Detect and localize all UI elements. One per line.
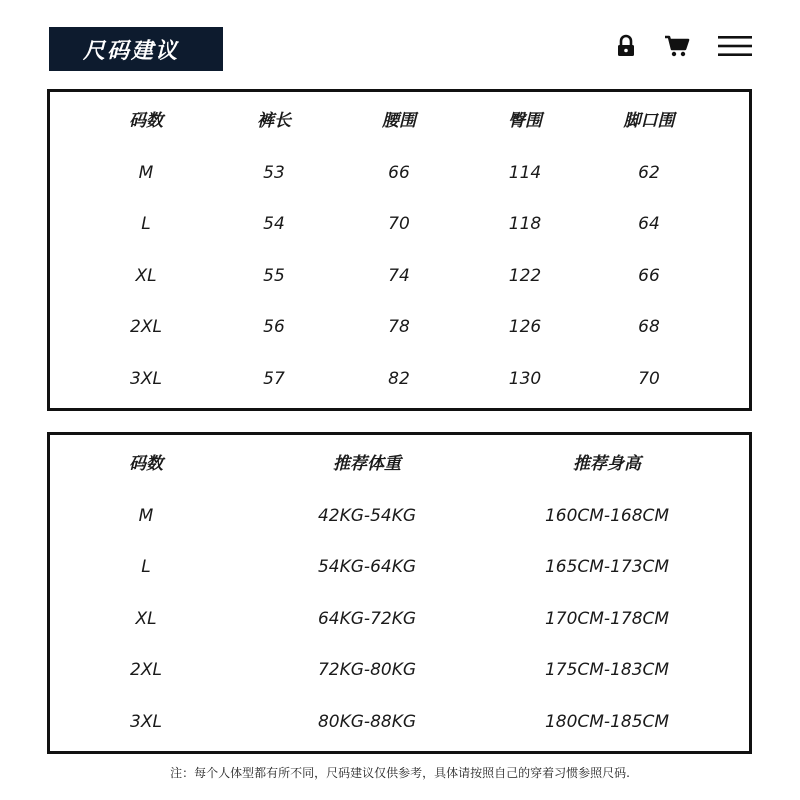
- header-weight: 推荐体重: [333, 454, 401, 474]
- cell-size: 3XL: [130, 712, 162, 732]
- header-size: 码数: [129, 111, 163, 131]
- header-size: 码数: [129, 454, 163, 474]
- table-row: [50, 655, 749, 685]
- recommendation-table: [47, 432, 752, 754]
- cell-height: 170CM-178CM: [544, 609, 670, 629]
- cell-size: 3XL: [130, 369, 162, 389]
- cell-weight: 64KG-72KG: [317, 609, 417, 629]
- cell-waist: 66: [388, 163, 410, 183]
- cell-size: XL: [135, 266, 157, 286]
- cell-size: M: [138, 163, 154, 183]
- cell-weight: 42KG-54KG: [317, 506, 417, 526]
- cell-waist: 82: [388, 369, 410, 389]
- cell-length: 55: [263, 266, 285, 286]
- header-hip: 臀围: [508, 111, 542, 131]
- cell-waist: 74: [388, 266, 410, 286]
- cell-length: 54: [263, 214, 285, 234]
- table-row: [50, 261, 749, 291]
- table-row: [50, 209, 749, 239]
- menu-icon[interactable]: [718, 34, 752, 58]
- cell-hip: 130: [508, 369, 542, 389]
- cell-weight: 80KG-88KG: [317, 712, 417, 732]
- cell-hip: 114: [508, 163, 542, 183]
- cell-size: L: [141, 557, 151, 577]
- header-waist: 腰围: [382, 111, 416, 131]
- cart-icon[interactable]: [664, 34, 690, 58]
- cell-height: 165CM-173CM: [544, 557, 670, 577]
- table-row: [50, 158, 749, 188]
- cell-size: L: [141, 214, 151, 234]
- cell-hip: 122: [508, 266, 542, 286]
- cell-size: 2XL: [130, 660, 162, 680]
- top-icons: [616, 34, 752, 58]
- cell-hem: 68: [638, 317, 660, 337]
- cell-length: 56: [263, 317, 285, 337]
- cell-weight: 72KG-80KG: [317, 660, 417, 680]
- cell-hip: 126: [508, 317, 542, 337]
- size-chart-table: [47, 89, 752, 411]
- page-title: 尺码建议: [49, 27, 223, 71]
- cell-height: 180CM-185CM: [544, 712, 670, 732]
- table-row: [50, 501, 749, 531]
- table-row: [50, 604, 749, 634]
- cell-size: 2XL: [130, 317, 162, 337]
- table-header-row: [50, 449, 749, 479]
- table-row: [50, 312, 749, 342]
- header-height: 推荐身高: [573, 454, 641, 474]
- cell-waist: 78: [388, 317, 410, 337]
- cell-hip: 118: [508, 214, 542, 234]
- cell-hem: 66: [638, 266, 660, 286]
- table-row: [50, 364, 749, 394]
- cell-waist: 70: [388, 214, 410, 234]
- cell-height: 160CM-168CM: [544, 506, 670, 526]
- cell-length: 57: [263, 369, 285, 389]
- cell-hem: 64: [638, 214, 660, 234]
- table-row: [50, 552, 749, 582]
- cell-height: 175CM-183CM: [544, 660, 670, 680]
- table-header-row: [50, 106, 749, 136]
- cell-weight: 54KG-64KG: [317, 557, 417, 577]
- cell-hem: 62: [638, 163, 660, 183]
- header-hem: 脚口围: [623, 111, 675, 131]
- cell-length: 53: [263, 163, 285, 183]
- cell-hem: 70: [638, 369, 660, 389]
- cell-size: M: [138, 506, 154, 526]
- header-length: 裤长: [257, 111, 291, 131]
- cell-size: XL: [135, 609, 157, 629]
- table-row: [50, 707, 749, 737]
- lock-icon[interactable]: [616, 34, 636, 58]
- footnote: 注：每个人体型都有所不同，尺码建议仅供参考，具体请按照自己的穿着习惯参照尺码.: [170, 766, 630, 780]
